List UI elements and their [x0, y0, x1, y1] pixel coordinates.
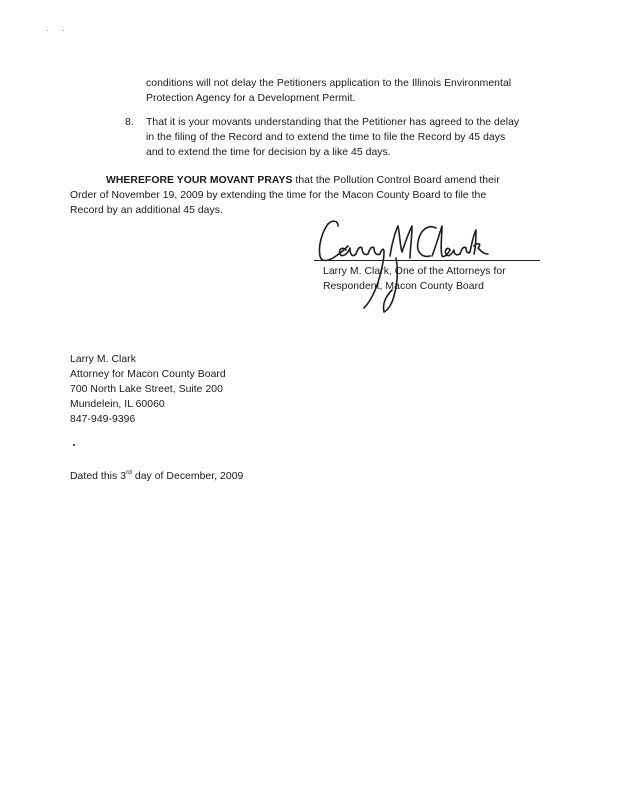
- attorney-city: Mundelein, IL 60060: [70, 399, 165, 410]
- prayer-line-3: Record by an additional 45 days.: [70, 205, 223, 216]
- attorney-title: Attorney for Macon County Board: [70, 369, 226, 380]
- prayer-line-1-rest: that the Pollution Control Board amend their: [292, 175, 500, 186]
- paragraph-8-line-1: That it is your movants understanding that the Petitioner has agreed to the delay: [146, 117, 520, 128]
- dated-prefix: Dated this 3: [70, 471, 127, 482]
- paragraph-8-line-3: and to extend the time for decision by a like 45 days.: [146, 147, 391, 158]
- paragraph-7-line-1: conditions will not delay the Petitioners application to the Illinois Environmental: [146, 78, 512, 89]
- dated-rest: day of December, 2009: [131, 471, 244, 482]
- paragraph-7-line-2: Protection Agency for a Development Permit.: [146, 93, 356, 104]
- prayer-line-1: [106, 173, 500, 189]
- prayer-line-2: Order of November 19, 2009 by extending the time for the Macon County Board to file the: [70, 190, 487, 201]
- dated-ordinal: rd: [126, 469, 132, 476]
- prayer-lead: WHEREFORE YOUR MOVANT PRAYS: [106, 175, 293, 186]
- signature-block-line-1: Larry M. Clark, One of the Attorneys for: [323, 266, 506, 277]
- paragraph-8-number: 8.: [125, 117, 134, 128]
- paragraph-8-line-2: in the filing of the Record and to extend the time to file the Record by 45 days: [146, 132, 506, 143]
- attorney-street: 700 North Lake Street, Suite 200: [70, 384, 223, 395]
- signature-line: [314, 260, 540, 261]
- dated-line: [70, 469, 243, 485]
- attorney-name: Larry M. Clark: [70, 354, 136, 365]
- attorney-phone: 847-949-9396: [70, 414, 136, 425]
- signature-block-line-2: Respondent, Macon County Board: [323, 281, 484, 292]
- stray-mark: [73, 444, 75, 446]
- corner-marks: . .: [46, 24, 71, 33]
